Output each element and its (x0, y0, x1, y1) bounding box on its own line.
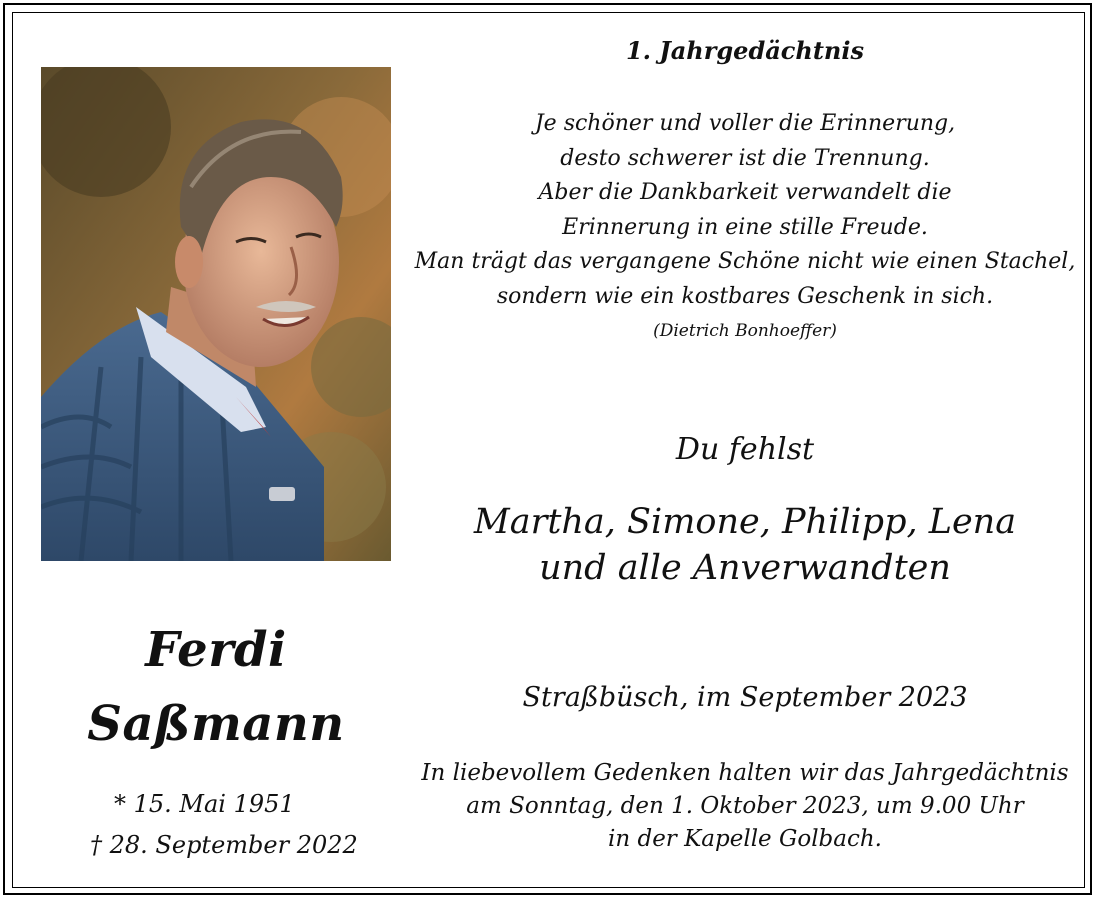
missed-text: Du fehlst (675, 432, 815, 467)
birth-date: * 15. Mai 1951 (114, 790, 295, 818)
deceased-last-name: Saßmann (87, 696, 345, 752)
announcement (400, 757, 1090, 856)
family-names (400, 499, 1090, 591)
death-date: † 28. September 2022 (90, 831, 358, 859)
quote-line: Man trägt das vergangene Schöne nicht wie einen Stachel, (414, 249, 1076, 274)
announcement-line: am Sonntag, den 1. Oktober 2023, um 9.00 Uhr (466, 793, 1024, 819)
place-date: Straßbüsch, im September 2023 (522, 682, 968, 713)
quote-block (400, 107, 1090, 349)
family-line: und alle Anverwandten (539, 548, 951, 588)
quote-line: sondern wie ein kostbares Geschenk in sich. (496, 283, 994, 309)
quote-line: Erinnerung in eine stille Freude. (562, 214, 928, 240)
quote-author: (Dietrich Bonhoeffer) (653, 321, 837, 341)
announcement-line: in der Kapelle Golbach. (607, 826, 882, 852)
quote-line: desto schwerer ist die Trennung. (560, 145, 930, 171)
quote-line: Je schöner und voller die Erinnerung, (534, 111, 956, 136)
deceased-first-name: Ferdi (145, 622, 287, 678)
announcement-line: In liebevollem Gedenken halten wir das Jahrgedächtnis (421, 760, 1069, 786)
memorial-heading: 1. Jahrgedächtnis (625, 36, 865, 65)
portrait-photo (41, 67, 391, 561)
quote-line: Aber die Dankbarkeit verwandelt die (538, 180, 952, 205)
family-line: Martha, Simone, Philipp, Lena (473, 502, 1017, 542)
